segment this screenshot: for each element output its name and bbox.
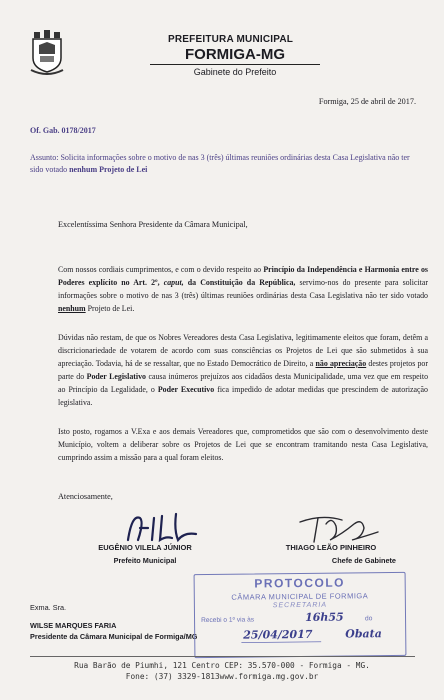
stamp-date: 25/04/2017 xyxy=(243,627,313,642)
letterhead-line1: PREFEITURA MUNICIPAL xyxy=(168,34,294,45)
chief-name: THIAGO LEÃO PINHEIRO xyxy=(285,543,377,552)
recipient xyxy=(30,602,197,642)
paragraph-3: Isto posto, rogamos a V.Exa e aos demais Vereadores que, comprometidos que são com o desenvolvimento deste Município, voltem a deliberar sobre os Projetos de Lei que se encontram tramitando nesta Casa Legislativa, cumprindo assim a missão para a qual foram eleitos. xyxy=(58,427,428,462)
mayor-name: EUGÊNIO VILELA JÚNIOR xyxy=(98,543,192,552)
protocol-stamp xyxy=(194,572,407,658)
p2-text-e: causa inúmeros prejuízos aos cidadãos desta Municipalidade, uma vez que em respeito ao Princípio da Legalidade, o xyxy=(58,372,429,394)
p1-text-e: servimo-nos do presente para solicitar informações sobre o motivo de nas 3 (três) últimas reuniões ordinárias desta Casa Legislativa não ter sido votado xyxy=(58,278,428,300)
p2-text-a: Dúvidas não restam, de que os Nobres Vereadores desta Casa Legislativa, legitimamente eleitos que foram, detêm a discricionariedade de votarem de acordo com suas consciências os Projetos de Lei que são submetidos à sua apreciação. Todavia, há de se ressaltar, que no Estado Democrático de Direito, a xyxy=(58,333,428,368)
municipal-crest-icon xyxy=(30,30,64,76)
p1-bold-d: da Constituição da República, xyxy=(187,278,296,287)
recipient-role: Presidente da Câmara Municipal de Formiga/MG xyxy=(30,632,198,641)
p2-text-c: destes projetos por parte do xyxy=(58,359,429,381)
chief-role: Chefe de Gabinete xyxy=(331,556,396,565)
office-reference: Of. Gab. 0178/2017 xyxy=(30,126,96,135)
letterhead xyxy=(150,34,320,77)
stamp-underline-icon xyxy=(241,640,321,645)
stamp-day-label: do xyxy=(365,615,373,623)
signature-chief-icon xyxy=(292,512,382,546)
subject-text2: não ter sido votado xyxy=(30,153,410,174)
subject xyxy=(30,152,425,176)
stamp-line3: SECRETARIA xyxy=(272,601,328,610)
stamp-hour: 16h55 xyxy=(304,610,344,624)
stamp-line2: CÂMARA MUNICIPAL DE FORMIGA xyxy=(231,591,369,602)
letterhead-line3: Gabinete do Prefeito xyxy=(193,67,277,77)
p2-text-g: fica impedido de adotar medidas que prescindem de autorização legislativa. xyxy=(58,385,428,407)
document-date: Formiga, 25 de abril de 2017. xyxy=(318,97,416,106)
paragraph-1 xyxy=(58,263,428,315)
paragraph-2 xyxy=(58,331,428,409)
p1-bold-b: Princípio da Independência e Harmonia entre os Poderes explícito no Art. 2º, xyxy=(58,265,428,287)
closing: Atenciosamente, xyxy=(58,492,113,501)
subject-text1: Solicita informações sobre o motivo de nas 3 (três) últimas reuniões ordinárias desta Casa Legislativa xyxy=(60,153,386,162)
p1-text-g: Projeto de Lei. xyxy=(87,304,135,313)
p1-text-a: Com nossos cordiais cumprimentos, e com o devido respeito ao xyxy=(58,265,262,274)
stamp-received: Recebi o 1º via às xyxy=(201,616,255,625)
footer-address: Rua Barão de Piumhi, 121 Centro CEP: 35.570-000 - Formiga - MG. xyxy=(74,661,370,670)
p2-bold-d: Poder Legislativo xyxy=(86,372,146,381)
footer-divider xyxy=(30,656,415,657)
stamp-title: PROTOCOLO xyxy=(254,575,346,591)
stamp-signature: Obata xyxy=(345,627,382,641)
subject-bold: nenhum Projeto de Lei xyxy=(69,165,148,174)
signature-block-mayor xyxy=(80,543,210,565)
footer-contact: Fone: (37) 3329-1813www.formiga.mg.gov.br xyxy=(125,672,319,681)
recipient-name: WILSE MARQUES FARIA xyxy=(30,621,117,630)
signature-mayor-icon xyxy=(118,510,208,546)
p1-underline-f: nenhum xyxy=(58,304,86,313)
salutation: Excelentíssima Senhora Presidente da Câmara Municipal, xyxy=(58,220,248,229)
mayor-role: Prefeito Municipal xyxy=(113,556,177,565)
p1-italic-c: caput, xyxy=(163,278,184,287)
p2-bold-f: Poder Executivo xyxy=(157,385,215,394)
subject-label: Assunto: xyxy=(30,153,59,162)
p2-underline-b: não apreciação xyxy=(315,359,367,368)
footer xyxy=(0,660,444,682)
signature-block-chief xyxy=(266,543,396,565)
recipient-greeting: Exma. Sra. xyxy=(30,603,67,612)
letterhead-line2: FORMIGA-MG xyxy=(150,46,320,65)
